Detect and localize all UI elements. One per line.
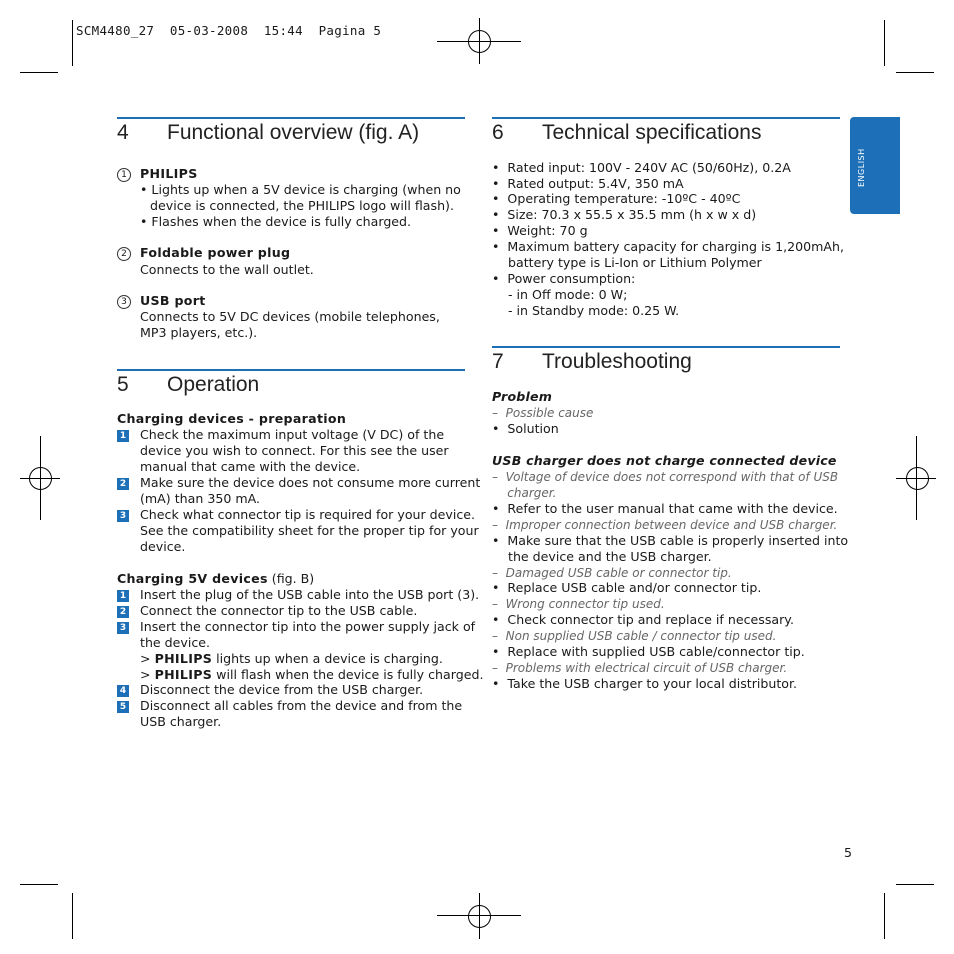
spec-line: • Maximum battery capacity for charging is 1,200mAh, xyxy=(492,239,844,254)
item-text: Connects to 5V DC devices (mobile telephones, xyxy=(140,309,440,324)
step-number: 5 xyxy=(117,701,129,713)
item-text: device is connected, the PHILIPS logo will flash). xyxy=(150,198,454,213)
spec-line: battery type is Li-Ion or Lithium Polymer xyxy=(492,255,762,270)
cause-line: – Wrong connector tip used. xyxy=(492,597,665,611)
solution-line: • Replace with supplied USB cable/connector tip. xyxy=(492,644,805,659)
callout-number: 1 xyxy=(117,168,131,182)
spec-line: • Size: 70.3 x 55.5 x 35.5 mm (h x w x d) xyxy=(492,207,757,222)
step-text: Insert the connector tip into the power supply jack of xyxy=(140,619,476,634)
section-title: Functional overview (fig. A) xyxy=(167,121,420,144)
section-rule xyxy=(492,346,840,348)
step-text: Connect the connector tip to the USB cable. xyxy=(140,603,418,618)
step-text: device. xyxy=(140,539,186,554)
cause-line: charger. xyxy=(492,486,557,500)
issue-title: USB charger does not charge connected device xyxy=(492,453,837,468)
section-number: 5 xyxy=(117,373,129,396)
section-number: 6 xyxy=(492,121,504,144)
solution-line: • Make sure that the USB cable is properly inserted into xyxy=(492,533,849,548)
step-text: Disconnect the device from the USB charger. xyxy=(140,682,424,697)
section-title: Troubleshooting xyxy=(542,350,692,373)
subsection-title: Charging devices - preparation xyxy=(117,411,347,426)
spec-line: • Rated input: 100V - 240V AC (50/60Hz), 0.2A xyxy=(492,160,791,175)
cause-line: – Damaged USB cable or connector tip. xyxy=(492,566,732,580)
step-number: 2 xyxy=(117,478,129,490)
cause-line: – Improper connection between device and USB charger. xyxy=(492,518,838,532)
cause-label: – Possible cause xyxy=(492,406,594,420)
subsection-title: Charging 5V devices xyxy=(117,571,268,586)
figure-ref: (fig. B) xyxy=(267,571,315,586)
step-result: > PHILIPS lights up when a device is charging. xyxy=(140,651,443,666)
callout-number: 3 xyxy=(117,295,131,309)
solution-line: • Replace USB cable and/or connector tip. xyxy=(492,580,762,595)
step-text: (mA) than 350 mA. xyxy=(140,491,261,506)
subsection-heading xyxy=(117,571,314,587)
spec-line: - in Standby mode: 0.25 W. xyxy=(492,303,680,318)
item-text: MP3 players, etc.). xyxy=(140,325,258,340)
spec-line: • Power consumption: xyxy=(492,271,636,286)
cause-line: – Problems with electrical circuit of USB charger. xyxy=(492,661,788,675)
step-number: 3 xyxy=(117,622,129,634)
spec-line: - in Off mode: 0 W; xyxy=(492,287,628,302)
item-text: Connects to the wall outlet. xyxy=(140,262,314,277)
step-text: Make sure the device does not consume more current xyxy=(140,475,481,490)
spec-line: • Weight: 70 g xyxy=(492,223,588,238)
step-number: 4 xyxy=(117,685,129,697)
cause-line: – Non supplied USB cable / connector tip used. xyxy=(492,629,777,643)
step-text: Check what connector tip is required for your device. xyxy=(140,507,476,522)
spec-line: • Rated output: 5.4V, 350 mA xyxy=(492,176,684,191)
step-text: See the compatibility sheet for the proper tip for your xyxy=(140,523,479,538)
step-text: the device. xyxy=(140,635,211,650)
step-text: Check the maximum input voltage (V DC) of the xyxy=(140,427,445,442)
item-title: PHILIPS xyxy=(140,166,198,181)
section-rule xyxy=(492,117,840,119)
brand-name: PHILIPS xyxy=(154,667,213,682)
page-number: 5 xyxy=(844,845,853,860)
step-number: 1 xyxy=(117,430,129,442)
step-text: manual that came with the device. xyxy=(140,459,361,474)
cause-line: – Voltage of device does not correspond with that of USB xyxy=(492,470,839,484)
print-slug: SCM4480_27 05-03-2008 15:44 Pagina 5 xyxy=(76,23,382,38)
solution-line: • Check connector tip and replace if necessary. xyxy=(492,612,794,627)
solution-line: • Refer to the user manual that came with the device. xyxy=(492,501,838,516)
step-text: Disconnect all cables from the device and from the xyxy=(140,698,463,713)
callout-number: 2 xyxy=(117,247,131,261)
section-number: 4 xyxy=(117,121,129,144)
item-title: USB port xyxy=(140,293,206,308)
brand-name: PHILIPS xyxy=(154,651,213,666)
section-rule xyxy=(117,117,465,119)
solution-line: the device and the USB charger. xyxy=(492,549,712,564)
step-number: 2 xyxy=(117,606,129,618)
step-number: 1 xyxy=(117,590,129,602)
spec-line: • Operating temperature: -10ºC - 40ºC xyxy=(492,191,741,206)
item-text: • Lights up when a 5V device is charging (when no xyxy=(140,182,461,197)
item-title: Foldable power plug xyxy=(140,245,291,260)
step-text: device you wish to connect. For this see the user xyxy=(140,443,449,458)
language-tab-label: ENGLISH xyxy=(857,148,866,187)
step-text: USB charger. xyxy=(140,714,222,729)
solution-label: • Solution xyxy=(492,421,559,436)
section-rule xyxy=(117,369,465,371)
solution-line: • Take the USB charger to your local distributor. xyxy=(492,676,798,691)
step-text: Insert the plug of the USB cable into the USB port (3). xyxy=(140,587,480,602)
step-result: > PHILIPS will flash when the device is fully charged. xyxy=(140,667,484,682)
section-title: Operation xyxy=(167,373,260,396)
item-text: • Flashes when the device is fully charged. xyxy=(140,214,412,229)
step-number: 3 xyxy=(117,510,129,522)
section-title: Technical specifications xyxy=(542,121,762,144)
section-number: 7 xyxy=(492,350,504,373)
problem-label: Problem xyxy=(492,389,553,404)
